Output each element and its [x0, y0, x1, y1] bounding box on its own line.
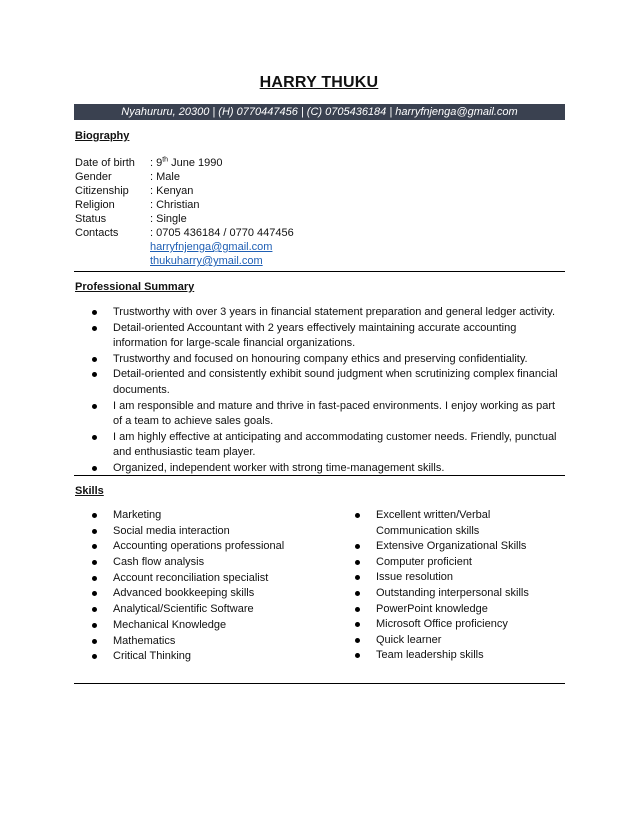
bullet-icon — [355, 653, 360, 658]
bullet-icon — [92, 607, 97, 612]
list-item: Mathematics — [75, 634, 335, 650]
bullet-icon — [355, 575, 360, 580]
email-link[interactable]: thukuharry@ymail.com — [150, 255, 263, 267]
bio-value: : Christian — [150, 199, 200, 211]
candidate-name: HARRY THUKU — [259, 74, 379, 91]
bullet-icon — [355, 638, 360, 643]
list-item: Trustworthy and focused on honouring company ethics and preserving confidentiality. — [75, 352, 565, 368]
section-divider — [74, 683, 565, 684]
list-item: I am highly effective at anticipating and accommodating customer needs. Friendly, punctual and enthusiastic team player. — [75, 430, 565, 461]
bullet-icon — [92, 544, 97, 549]
list-item: Critical Thinking — [75, 649, 335, 665]
biography-heading: Biography — [75, 130, 130, 142]
list-item: Detail-oriented and consistently exhibit sound judgment when scrutinizing complex financial documents. — [75, 367, 565, 398]
list-item: Microsoft Office proficiency — [338, 617, 568, 633]
list-item: Advanced bookkeeping skills — [75, 586, 335, 602]
biography-table — [75, 156, 294, 268]
bio-label: Contacts — [75, 227, 119, 239]
bio-label: Status — [75, 213, 107, 225]
bio-value: : 9th June 1990 — [150, 156, 223, 169]
email-row — [75, 240, 294, 254]
bullet-icon — [355, 513, 360, 518]
list-item: Extensive Organizational Skills — [338, 539, 568, 555]
bullet-icon — [355, 622, 360, 627]
list-item: Trustworthy with over 3 years in financial statement preparation and general ledger activity. — [75, 305, 565, 321]
section-divider — [74, 475, 565, 476]
list-item: Team leadership skills — [338, 648, 568, 664]
email-row — [75, 254, 294, 268]
bullet-icon — [355, 560, 360, 565]
bio-label: Gender — [75, 171, 112, 183]
bullet-icon — [355, 591, 360, 596]
skills-heading: Skills — [75, 485, 104, 497]
list-item: Detail-oriented Accountant with 2 years effectively maintaining accurate accounting information for large-scale financial organizations. — [75, 321, 565, 352]
list-item: Issue resolution — [338, 570, 568, 586]
list-item: Mechanical Knowledge — [75, 618, 335, 634]
bio-value: : Male — [150, 171, 180, 183]
bullet-icon — [92, 310, 97, 315]
bullet-icon — [92, 591, 97, 596]
bio-row-status — [75, 212, 294, 226]
skills-list-left — [75, 508, 335, 665]
list-item: Outstanding interpersonal skills — [338, 586, 568, 602]
summary-heading: Professional Summary — [75, 281, 195, 293]
bullet-icon — [92, 372, 97, 377]
summary-list — [75, 305, 565, 477]
bullet-icon — [92, 513, 97, 518]
section-divider — [74, 271, 565, 272]
list-item: Excellent written/Verbal Communication skills — [338, 508, 568, 539]
list-item: Analytical/Scientific Software — [75, 602, 335, 618]
bullet-icon — [92, 435, 97, 440]
bio-value: : Single — [150, 213, 187, 225]
bullet-icon — [92, 326, 97, 331]
list-item: PowerPoint knowledge — [338, 602, 568, 618]
bio-label: Religion — [75, 199, 115, 211]
bullet-icon — [92, 466, 97, 471]
bio-row-gender — [75, 170, 294, 184]
bio-label: Date of birth — [75, 157, 135, 169]
bullet-icon — [92, 576, 97, 581]
bio-label: Citizenship — [75, 185, 129, 197]
list-item: Quick learner — [338, 633, 568, 649]
list-item: Accounting operations professional — [75, 539, 335, 555]
bio-row-citizenship — [75, 184, 294, 198]
bullet-icon — [92, 560, 97, 565]
bio-row-contacts — [75, 226, 294, 240]
bullet-icon — [92, 654, 97, 659]
list-item: I am responsible and mature and thrive in fast-paced environments. I enjoy working as part of a team to achieve sales goals. — [75, 399, 565, 430]
bullet-icon — [92, 404, 97, 409]
bullet-icon — [92, 357, 97, 362]
bio-row-religion — [75, 198, 294, 212]
list-item: Computer proficient — [338, 555, 568, 571]
list-item: Marketing — [75, 508, 335, 524]
skills-list-right — [338, 508, 568, 664]
bullet-icon — [355, 607, 360, 612]
bullet-icon — [92, 529, 97, 534]
bullet-icon — [92, 639, 97, 644]
list-item: Organized, independent worker with strong time-management skills. — [75, 461, 565, 477]
bio-value: : 0705 436184 / 0770 447456 — [150, 227, 294, 239]
email-link[interactable]: harryfnjenga@gmail.com — [150, 241, 273, 253]
list-item: Cash flow analysis — [75, 555, 335, 571]
bio-value: : Kenyan — [150, 185, 194, 197]
list-item: Account reconciliation specialist — [75, 571, 335, 587]
list-item: Social media interaction — [75, 524, 335, 540]
bullet-icon — [92, 623, 97, 628]
bio-row-dob — [75, 156, 294, 170]
bullet-icon — [355, 544, 360, 549]
contact-bar: Nyahururu, 20300 | (H) 0770447456 | (C) 0705436184 | harryfnjenga@gmail.com — [74, 104, 565, 120]
